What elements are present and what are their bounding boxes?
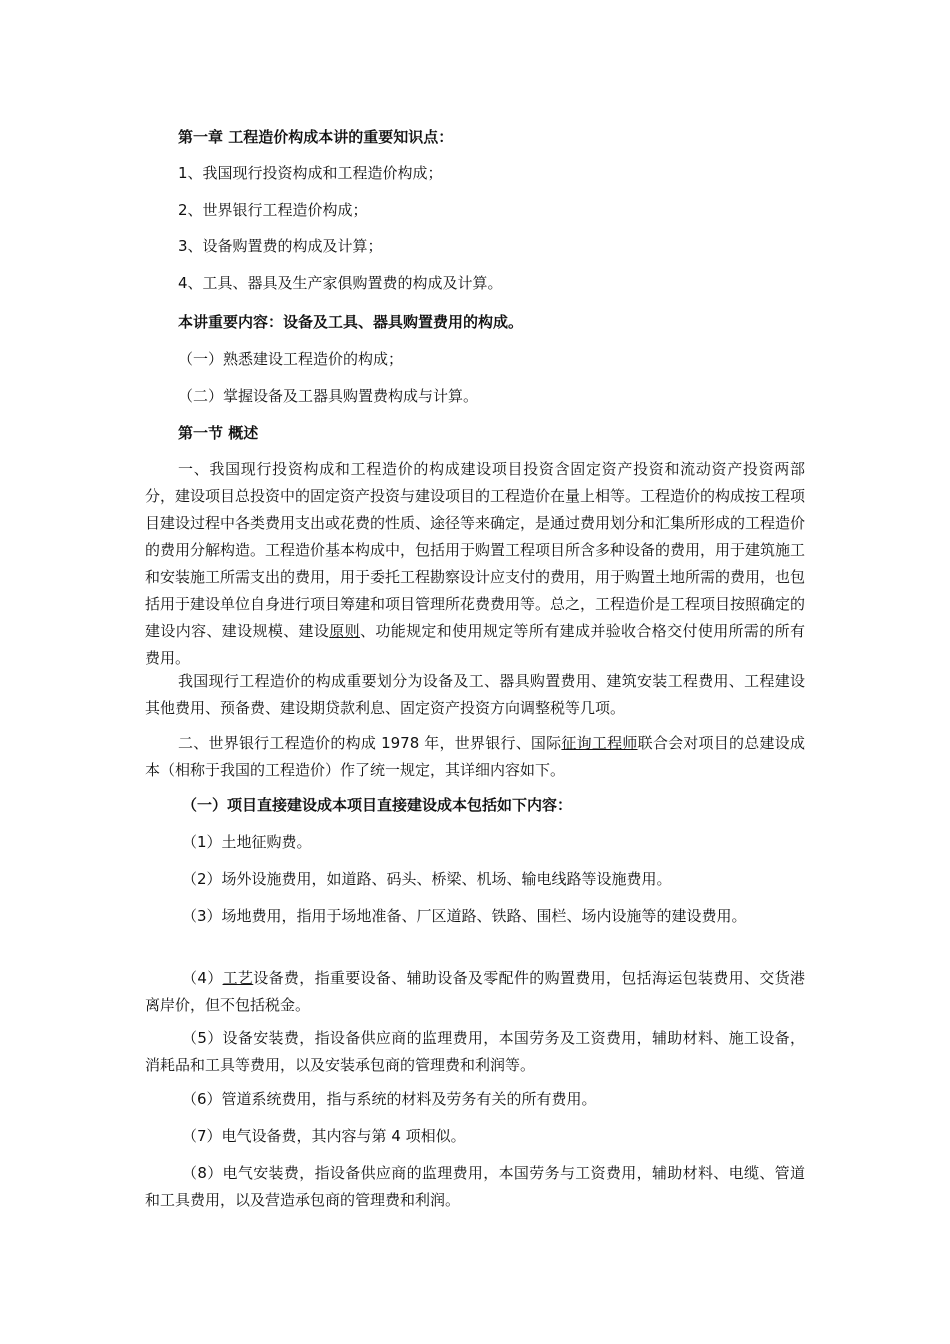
list-item-5: （5）设备安装费，指设备供应商的监理费用，本国劳务及工资费用，辅助材料、施工设备，消耗品和工具等费用，以及安装承包商的管理费和利润等。 bbox=[145, 1029, 805, 1074]
paragraph-investment-composition bbox=[145, 456, 805, 672]
list-item-text: （4） bbox=[182, 969, 223, 987]
paragraph-world-bank bbox=[145, 730, 805, 784]
list-item-7: （7）电气设备费，其内容与第 4 项相似。 bbox=[182, 1127, 466, 1145]
section-heading: 第一节 概述 bbox=[178, 424, 259, 442]
paragraph-cost-division: 我国现行工程造价的构成重要划分为设备及工、器具购置费用、建筑安装工程费用、工程建设其他费用、预备费、建设期贷款利息、固定资产投资方向调整税等几项。 bbox=[145, 672, 805, 717]
list-item-8: （8）电气安装费，指设备供应商的监理费用，本国劳务与工资费用，辅助材料、电缆、管道和工具费用，以及营造承包商的管理费和利润。 bbox=[145, 1164, 805, 1209]
link-consulting-engineers[interactable]: 征询工程师 bbox=[561, 734, 638, 752]
chapter-heading: 第一章 工程造价构成本讲的重要知识点： bbox=[178, 128, 454, 146]
paragraph-text: 、功能规定和使用规定等所有建成并验收合格交付使用所需的所有费用。 bbox=[145, 622, 805, 667]
list-item-6: （6）管道系统费用，指与系统的材料及劳务有关的所有费用。 bbox=[182, 1090, 597, 1108]
objective-2: （二）掌握设备及工器具购置费构成与计算。 bbox=[178, 387, 479, 405]
paragraph-text: 联合会对项目的总建设成本（相称于我国的工程造价）作了统一规定，其详细内容如下。 bbox=[145, 734, 805, 779]
link-principle[interactable]: 原则 bbox=[329, 622, 360, 640]
point-4: 4、工具、器具及生产家俱购置费的构成及计算。 bbox=[178, 274, 503, 292]
list-item-4 bbox=[145, 965, 805, 1019]
point-2: 2、世界银行工程造价构成； bbox=[178, 201, 368, 219]
objective-1: （一）熟悉建设工程造价的构成； bbox=[178, 350, 404, 368]
link-process[interactable]: 工艺 bbox=[222, 969, 254, 987]
point-1: 1、我国现行投资构成和工程造价构成； bbox=[178, 164, 443, 182]
point-3: 3、设备购置费的构成及计算； bbox=[178, 237, 383, 255]
list-item-1: （1）土地征购费。 bbox=[182, 833, 312, 851]
paragraph-text: 二、世界银行工程造价的构成 1978 年，世界银行、国际 bbox=[178, 734, 562, 752]
list-item-2: （2）场外设施费用，如道路、码头、桥梁、机场、输电线路等设施费用。 bbox=[182, 870, 672, 888]
list-item-text: 设备费，指重要设备、辅助设备及零配件的购置费用，包括海运包装费用、交货港离岸价，但不包括税金。 bbox=[145, 969, 805, 1014]
key-content-heading: 本讲重要内容：设备及工具、器具购置费用的构成。 bbox=[178, 313, 524, 331]
sub-heading: （一）项目直接建设成本项目直接建设成本包括如下内容： bbox=[182, 796, 573, 814]
paragraph-text: 一、我国现行投资构成和工程造价的构成建设项目投资含固定资产投资和流动资产投资两部分，建设项目总投资中的固定资产投资与建设项目的工程造价在量上相等。工程造价的构成按工程项目建设过程中各类费用支出或花费的性质、途径等来确定，是通过费用划分和汇集所形成的工程造价的费用分解构造。工程造价基本构成中，包括用于购置工程项目所含多种设备的费用，用于建筑施工和安装施工所需支出的费用，用于委托工程勘察设计应支付的费用，用于购置土地所需的费用，也包括用于建设单位自身进行项目筹建和项目管理所花费费用等。总之，工程造价是工程项目按照确定的建设内容、建设规模、建设 bbox=[145, 460, 806, 640]
list-item-3: （3）场地费用，指用于场地准备、厂区道路、铁路、围栏、场内设施等的建设费用。 bbox=[182, 907, 747, 925]
